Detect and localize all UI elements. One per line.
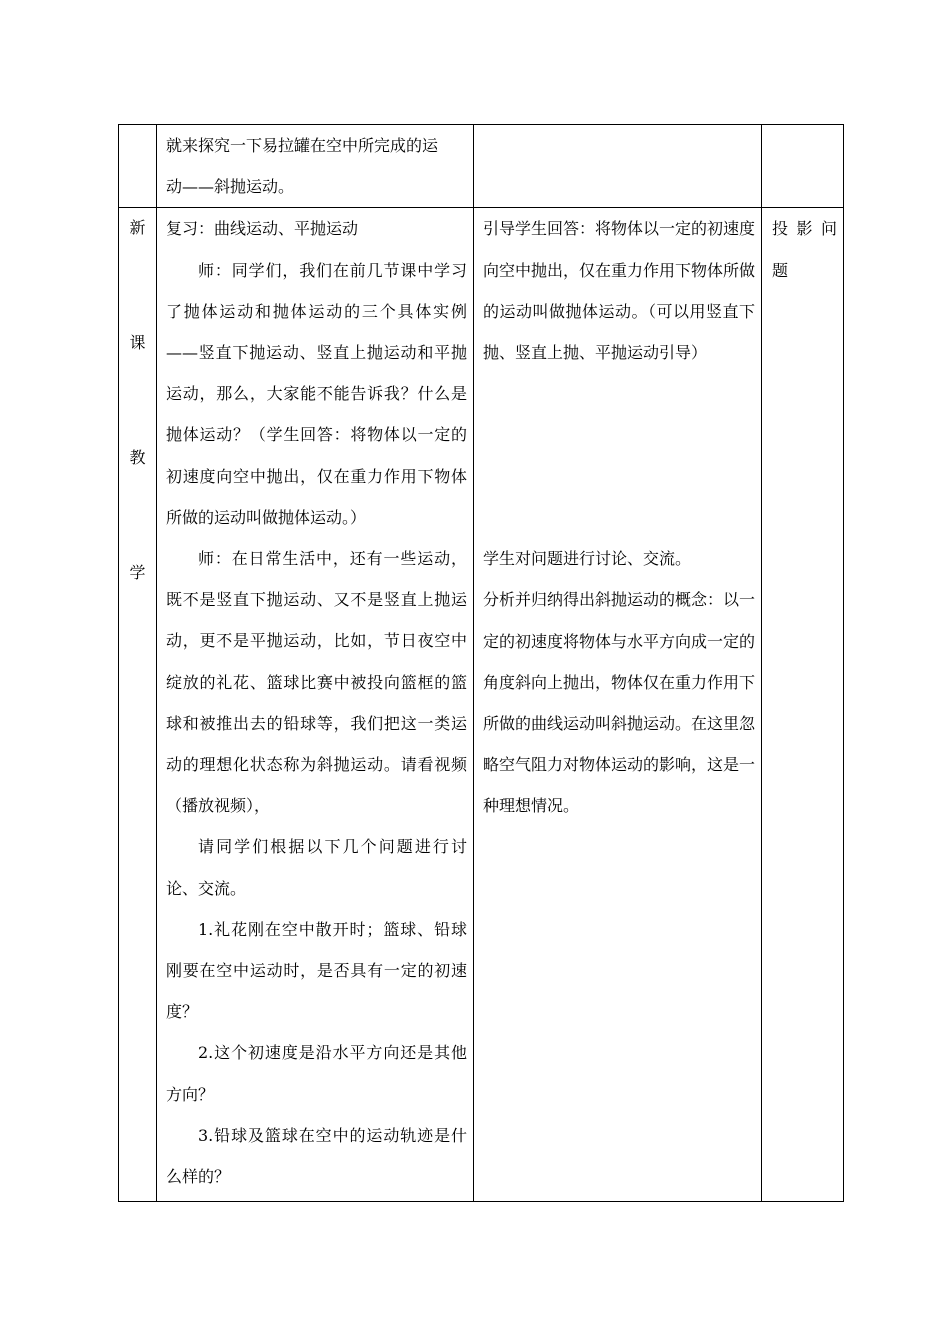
question-item: 2.这个初速度是沿水平方向还是其他方向？ <box>166 1043 467 1104</box>
table-row <box>119 125 844 208</box>
teacher-paragraph: 师：同学们，我们在前几节课中学习了抛体运动和抛体运动的三个具体实例——竖直下抛运动、竖直上抛运动和平抛运动，那么，大家能不能告诉我？什么是抛体运动？（学生回答：将物体以一定的初速度向空中抛出，仅在重力作用下物体所做的运动叫做抛体运动。） <box>166 260 467 527</box>
stage-char: 新 <box>129 218 146 238</box>
teacher-paragraph: 师：在日常生活中，还有一些运动，既不是竖直下抛运动、又不是竖直上抛运动，更不是平抛运动，比如，节日夜空中绽放的礼花、篮球比赛中被投向篮框的篮球和被推出去的铅球等，我们把这一类运动的理想化状态称为斜抛运动。请看视频（播放视频）， <box>166 549 467 816</box>
stage-char: 教 <box>129 448 146 468</box>
teacher-paragraph: 请同学们根据以下几个问题进行讨论、交流。 <box>166 837 467 898</box>
review-heading: 复习：曲线运动、平抛运动 <box>166 219 359 239</box>
content-line: 动——斜抛运动。 <box>166 177 295 197</box>
question-item: 3.铅球及篮球在空中的运动轨迹是什么样的？ <box>166 1125 467 1187</box>
student-conclusion: 分析并归纳得出斜抛运动的概念：以一定的初速度将物体与水平方向成一定的角度斜向上抛出，物体仅在重力作用下所做的曲线运动叫斜抛运动。在这里忽略空气阻力对物体运动的影响，这是一种理想情况。 <box>483 590 756 816</box>
teacher-activity-cell <box>157 125 474 208</box>
table-row <box>119 208 844 1202</box>
stage-cell-empty <box>119 125 157 208</box>
stage-char: 课 <box>129 333 146 353</box>
question-item: 1.礼花刚在空中散开时；篮球、铅球刚要在空中运动时，是否具有一定的初速度？ <box>166 919 467 1022</box>
media-cell <box>762 208 844 1202</box>
student-guidance: 引导学生回答：将物体以一定的初速度向空中抛出，仅在重力作用下物体所做的运动叫做抛体运动。（可以用竖直下抛、竖直上抛、平抛运动引导） <box>483 219 756 363</box>
student-activity-cell-empty <box>474 125 762 208</box>
lesson-plan-table <box>118 124 844 1202</box>
student-activity-cell <box>474 208 762 1202</box>
media-note: 投 影 问 题 <box>772 219 837 280</box>
stage-cell <box>119 208 157 1202</box>
student-discussion: 学生对问题进行讨论、交流。 <box>483 549 692 569</box>
media-cell-empty <box>762 125 844 208</box>
stage-char: 学 <box>129 563 146 583</box>
content-line: 就来探究一下易拉罐在空中所完成的运 <box>166 136 439 155</box>
teacher-activity-cell <box>157 208 474 1202</box>
